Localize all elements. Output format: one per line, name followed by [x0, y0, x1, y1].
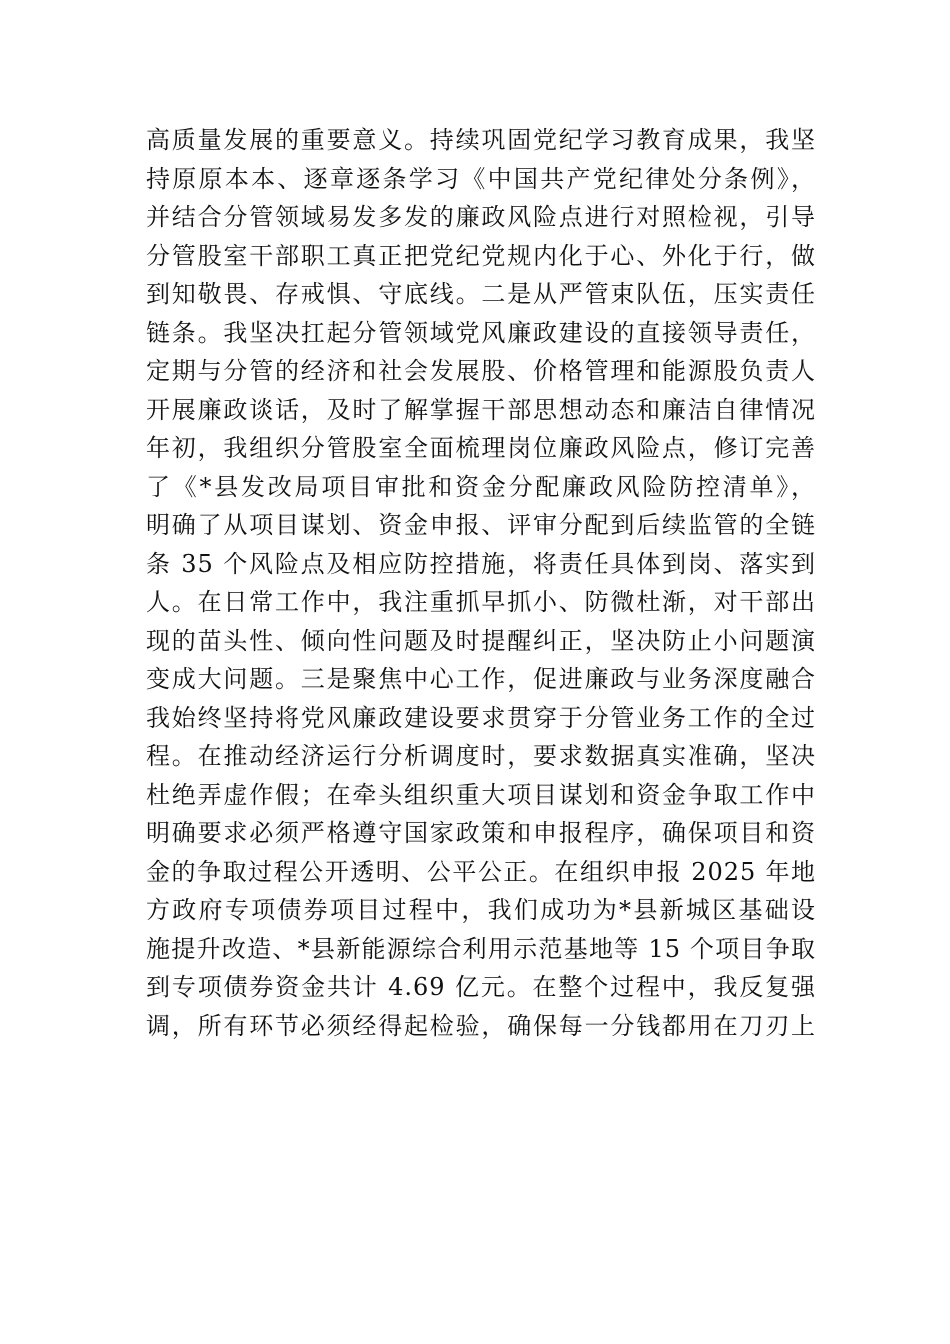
text-line: 定期与分管的经济和社会发展股、价格管理和能源股负责人 [146, 357, 816, 385]
text-line: 了《*县发改局项目审批和资金分配廉政风险防控清单》， [146, 472, 816, 501]
text-line: 现的苗头性、倾向性问题及时提醒纠正，坚决防止小问题演 [146, 626, 816, 655]
text-line: 变成大问题。三是聚焦中心工作，促进廉政与业务深度融合 [146, 665, 816, 693]
text-line: 杜绝弄虚作假；在牵头组织重大项目谋划和资金争取工作中 [146, 780, 816, 809]
text-line: 程。在推动经济运行分析调度时，要求数据真实准确，坚决 [146, 742, 816, 770]
text-line: 链条。我坚决扛起分管领域党风廉政建设的直接领导责任， [146, 318, 816, 347]
body-text [146, 121, 816, 1045]
text-line: 并结合分管领域易发多发的廉政风险点进行对照检视，引导 [146, 203, 816, 231]
text-line: 到知敬畏、存戒惧、守底线。二是从严管束队伍，压实责任 [146, 280, 816, 308]
text-line: 我始终坚持将党风廉政建设要求贯穿于分管业务工作的全过 [146, 703, 816, 732]
text-line: 到专项债券资金共计 4.69 亿元。在整个过程中，我反复强 [146, 973, 816, 1001]
text-line: 持原原本本、逐章逐条学习《中国共产党纪律处分条例》， [146, 164, 816, 193]
text-line: 开展廉政谈话，及时了解掌握干部思想动态和廉洁自律情况 [146, 395, 816, 424]
text-line: 方政府专项债券项目过程中，我们成功为*县新城区基础设 [146, 896, 816, 924]
text-line: 年初，我组织分管股室全面梳理岗位廉政风险点，修订完善 [146, 434, 816, 462]
text-line: 高质量发展的重要意义。持续巩固党纪学习教育成果，我坚 [146, 126, 816, 154]
text-line: 人。在日常工作中，我注重抓早抓小、防微杜渐，对干部出 [146, 588, 816, 616]
text-line: 金的争取过程公开透明、公平公正。在组织申报 2025 年地 [146, 857, 816, 886]
text-line: 明确要求必须严格遵守国家政策和申报程序，确保项目和资 [146, 819, 816, 847]
text-line: 分管股室干部职工真正把党纪党规内化于心、外化于行，做 [146, 241, 816, 270]
text-line: 调，所有环节必须经得起检验，确保每一分钱都用在刀刃上 [146, 1011, 816, 1040]
text-line: 施提升改造、*县新能源综合利用示范基地等 15 个项目争取 [146, 934, 816, 963]
text-line: 明确了从项目谋划、资金申报、评审分配到后续监管的全链 [146, 511, 816, 539]
text-line: 条 35 个风险点及相应防控措施，将责任具体到岗、落实到 [146, 549, 816, 578]
